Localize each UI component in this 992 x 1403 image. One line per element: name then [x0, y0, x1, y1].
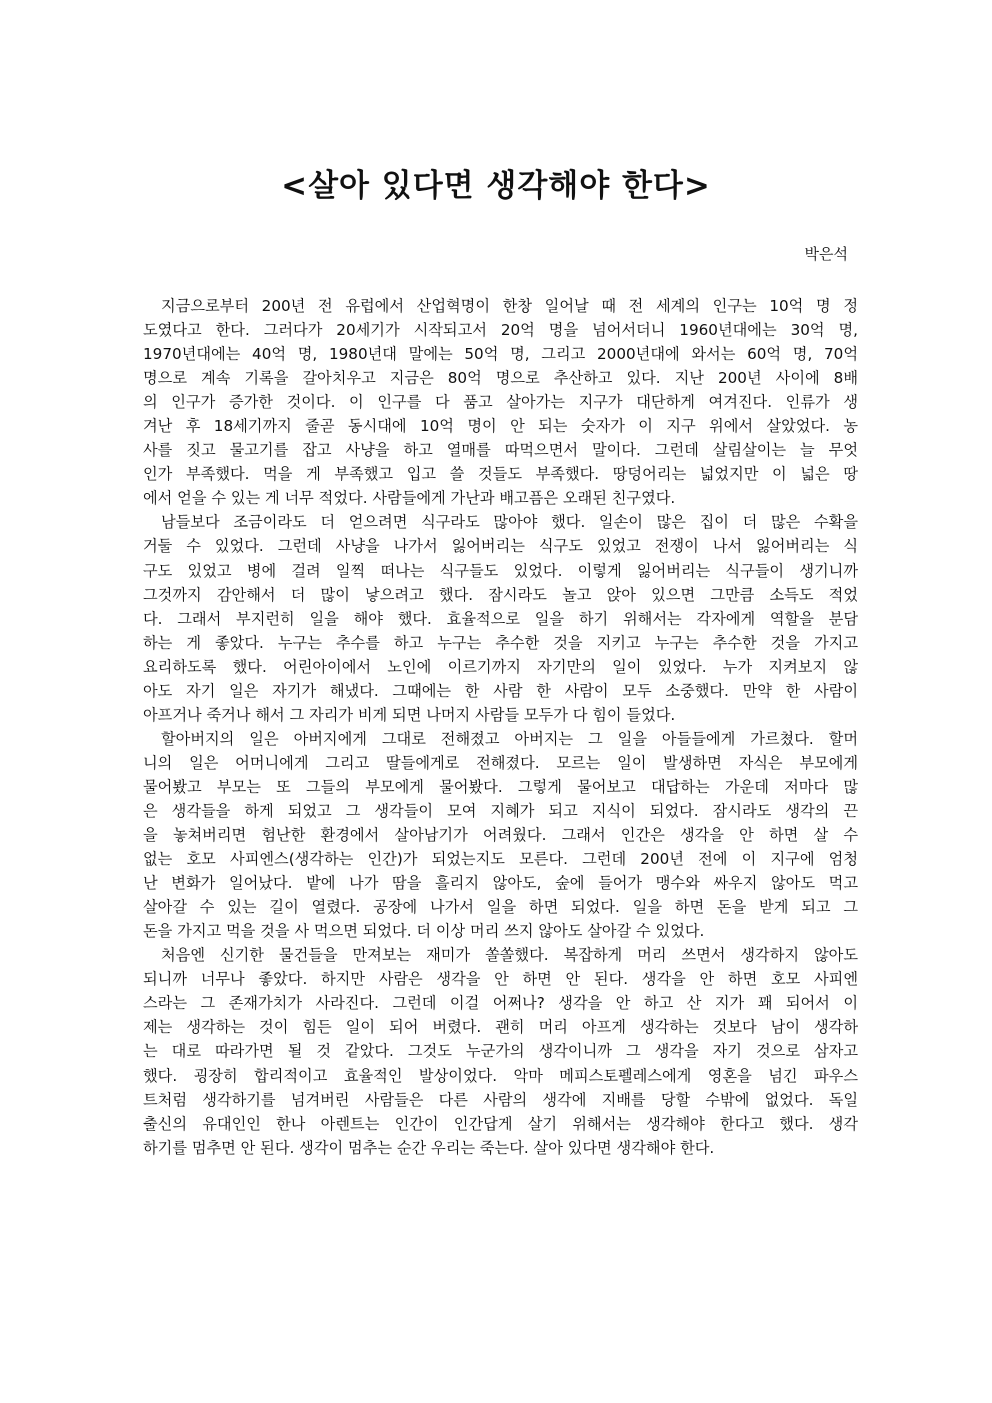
- text-line: 명으로 계속 기록을 갈아치우고 지금은 80억 명으로 추산하고 있다. 지난 200년 사이에 8배: [143, 369, 858, 388]
- text-line: 겨난 후 18세기까지 줄곧 동시대에 10억 명이 안 되는 숫자가 이 지구 위에서 살았었다. 농: [143, 417, 858, 436]
- author-name: 박은석: [804, 245, 848, 263]
- paragraph: [143, 510, 858, 726]
- text-line: 아도 자기 일은 자기가 해냈다. 그때에는 한 사람 한 사람이 모두 소중했다. 만약 한 사람이: [143, 681, 858, 700]
- text-line: 하기를 멈추면 안 된다. 생각이 멈추는 순간 우리는 죽는다. 살아 있다면 생각해야 한다.: [143, 1138, 715, 1157]
- text-line: 출신의 유대인인 한나 아렌트는 인간이 인간답게 살기 위해서는 생각해야 한다고 했다. 생각: [143, 1114, 858, 1133]
- text-line: 1970년대에는 40억 명, 1980년대 말에는 50억 명, 그리고 2000년대에 와서는 60억 명, 70억: [143, 345, 858, 364]
- text-line: 남들보다 조금이라도 더 얻으려면 식구라도 많아야 했다. 일손이 많은 집이 더 많은 수확을: [161, 513, 858, 532]
- text-line: 인가 부족했다. 먹을 게 부족했고 입고 쓸 것들도 부족했다. 땅덩어리는 넓었지만 이 넓은 땅: [143, 465, 858, 484]
- text-line: 없는 호모 사피엔스(생각하는 인간)가 되었는지도 모른다. 그런데 200년 전에 이 지구에 엄청: [143, 850, 858, 869]
- document-body: [143, 294, 858, 1160]
- text-line: 스라는 그 존재가치가 사라진다. 그런데 이걸 어쩌나? 생각을 안 하고 산 지가 꽤 되어서 이: [143, 994, 858, 1013]
- text-line: 에서 얻을 수 있는 게 너무 적었다. 사람들에게 가난과 배고픔은 오래된 친구였다.: [143, 489, 676, 508]
- text-line: 돈을 가지고 먹을 것을 사 먹으면 되었다. 더 이상 머리 쓰지 않아도 살아갈 수 있었다.: [143, 922, 705, 941]
- paragraph: [143, 727, 858, 943]
- text-line: 트처럼 생각하기를 넘겨버린 사람들은 다른 사람의 생각에 지배를 당할 수밖에 없었다. 독일: [143, 1090, 858, 1109]
- text-line: 제는 생각하는 것이 힘든 일이 되어 버렸다. 괜히 머리 아프게 생각하는 것보다 남이 생각하: [143, 1018, 858, 1037]
- text-line: 은 생각들을 하게 되었고 그 생각들이 모여 지혜가 되고 지식이 되었다. 잠시라도 생각의 끈: [143, 801, 858, 820]
- text-line: 을 놓쳐버리면 험난한 환경에서 살아남기가 어려웠다. 그래서 인간은 생각을 안 하면 살 수: [143, 826, 858, 845]
- text-line: 할아버지의 일은 아버지에게 그대로 전해졌고 아버지는 그 일을 아들들에게 가르쳤다. 할머: [161, 729, 858, 748]
- text-line: 그것까지 감안해서 더 많이 낳으려고 했다. 잠시라도 놀고 앉아 있으면 그만큼 소득도 적었: [143, 585, 858, 604]
- text-line: 살아갈 수 있는 길이 열렸다. 공장에 나가서 일을 하면 되었다. 일을 하면 돈을 받게 되고 그: [143, 898, 858, 917]
- text-line: 지금으로부터 200년 전 유럽에서 산업혁명이 한창 일어날 때 전 세계의 인구는 10억 명 정: [161, 297, 858, 315]
- text-line: 도였다고 한다. 그러다가 20세기가 시작되고서 20억 명을 넘어서더니 1960년대에는 30억 명,: [143, 321, 858, 340]
- text-line: 는 대로 따라가면 될 것 같았다. 그것도 누군가의 생각이니까 그 생각을 자기 것으로 삼자고: [143, 1042, 858, 1061]
- paragraph: [143, 294, 858, 510]
- text-line: 의 인구가 증가한 것이다. 이 인구를 다 품고 살아가는 지구가 대단하게 여겨진다. 인류가 생: [143, 393, 858, 412]
- text-line: 구도 있었고 병에 걸려 일찍 떠나는 식구들도 있었다. 이렇게 잃어버리는 식구들이 생기니까: [143, 561, 858, 580]
- text-line: 다. 그래서 부지런히 일을 해야 했다. 효율적으로 일을 하기 위해서는 각자에게 역할을 분담: [143, 609, 858, 628]
- text-line: 했다. 굉장히 합리적이고 효율적인 발상이었다. 악마 메피스토펠레스에게 영혼을 넘긴 파우스: [143, 1066, 858, 1085]
- text-line: 하는 게 좋았다. 누구는 추수를 하고 누구는 추수한 것을 지키고 누구는 추수한 것을 가지고: [143, 633, 858, 652]
- text-line: 물어봤고 부모는 또 그들의 부모에게 물어봤다. 그렇게 물어보고 대답하는 가운데 저마다 많: [143, 777, 858, 796]
- text-line: 아프거나 죽거나 해서 그 자리가 비게 되면 나머지 사람들 모두가 다 힘이 들었다.: [143, 705, 676, 724]
- text-line: 니의 일은 어머니에게 그리고 딸들에게로 전해졌다. 모르는 일이 발생하면 자식은 부모에게: [143, 753, 858, 772]
- text-line: 사를 짓고 물고기를 잡고 사냥을 하고 열매를 따먹으면서 말이다. 그런데 살림살이는 늘 무엇: [143, 441, 858, 460]
- text-line: 되니까 너무나 좋았다. 하지만 사람은 생각을 안 하면 안 된다. 생각을 안 하면 호모 사피엔: [143, 970, 858, 989]
- document-title: <살아 있다면 생각해야 한다>: [281, 168, 711, 204]
- text-line: 처음엔 신기한 물건들을 만져보는 재미가 쏠쏠했다. 복잡하게 머리 쓰면서 생각하지 않아도: [161, 946, 858, 965]
- text-line: 거둘 수 있었다. 그런데 사냥을 나가서 잃어버리는 식구도 있었고 전쟁이 나서 잃어버리는 식: [143, 537, 858, 556]
- text-line: 난 변화가 일어났다. 밭에 나가 땀을 흘리지 않아도, 숲에 들어가 맹수와 싸우지 않아도 먹고: [143, 874, 858, 893]
- text-line: 요리하도록 했다. 어린아이에서 노인에 이르기까지 자기만의 일이 있었다. 누가 지켜보지 않: [143, 657, 858, 676]
- paragraph: [143, 943, 858, 1159]
